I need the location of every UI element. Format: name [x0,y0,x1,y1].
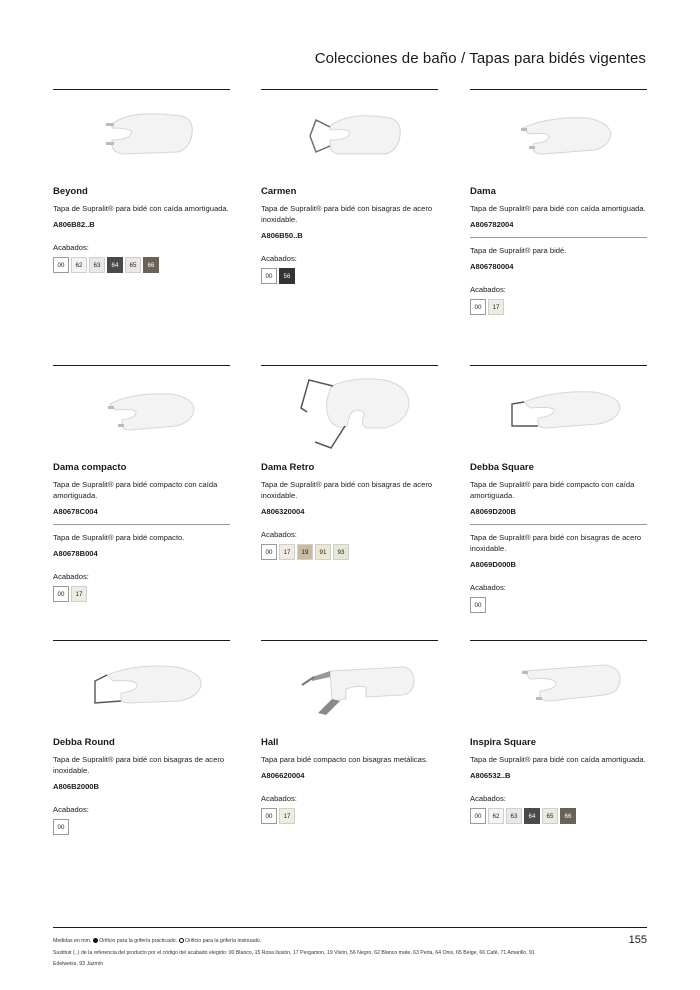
product-description: Tapa de Supralit® para bidé con caída amortiguada. [470,204,646,213]
page-number: 155 [628,934,647,946]
product-dama-compacto [53,365,230,602]
product-reference: A806B2000B [53,782,100,791]
footer-divider [53,927,647,928]
product-reference: A806320004 [261,507,305,516]
footer-line-3: Edelweiss, 93 Jazmín [53,961,104,967]
product-reference-2: A8069D000B [470,560,517,569]
product-description: Tapa de Supralit® para bidé con bisagras de acero inoxidable. [53,755,225,775]
footer-tap-hole-drilled: Orificio para la grifería practicado. [99,938,178,944]
finishes-label: Acabados: [470,794,506,803]
page-title: Colecciones de baño / Tapas para bidés vigentes [314,50,646,67]
product-image [261,647,438,727]
divider [53,524,230,525]
divider [470,524,647,525]
product-carmen [261,89,438,284]
product-image [261,372,438,452]
product-image [53,96,230,176]
product-dama-retro [261,365,438,560]
product-description: Tapa de Supralit® para bidé compacto con caída amortiguada. [470,480,635,500]
finish-swatch: 62 [488,808,504,824]
product-debba-square [470,365,647,613]
divider [261,640,438,641]
product-description: Tapa de Supralit® para bidé con caída amortiguada. [470,755,646,764]
finishes-label: Acabados: [261,254,297,263]
product-image [470,372,647,452]
finish-swatch: 17 [488,299,504,315]
finish-swatch: 64 [524,808,540,824]
finish-swatches [261,544,438,560]
finish-swatch: 65 [125,257,141,273]
product-name: Carmen [261,186,297,197]
finish-swatch: 00 [53,257,69,273]
divider [470,365,647,366]
finishes-label: Acabados: [470,285,506,294]
product-reference: A8069D200B [470,507,517,516]
product-reference: A806B50..B [261,231,303,240]
divider [470,89,647,90]
finishes-label: Acabados: [261,530,297,539]
finish-swatch: 64 [107,257,123,273]
product-inspira-square [470,640,647,824]
product-name: Beyond [53,186,88,197]
divider [53,640,230,641]
finishes-label: Acabados: [261,794,297,803]
finish-swatches [53,586,230,602]
finish-swatch: 00 [470,597,486,613]
product-description: Tapa de Supralit® para bidé con bisagras de acero inoxidable. [261,204,433,224]
product-name: Debba Square [470,462,534,473]
footer-notes [53,936,613,971]
product-image [470,96,647,176]
finishes-label: Acabados: [53,243,89,252]
product-description: Tapa para bidé compacto con bisagras metálicas. [261,755,428,764]
product-description-2: Tapa de Supralit® para bidé con bisagras de acero inoxidable. [470,533,642,553]
finish-swatch: 56 [279,268,295,284]
divider [261,365,438,366]
product-reference-2: A806780004 [470,262,514,271]
product-reference: A806532..B [470,771,511,780]
open-circle-icon [179,938,184,943]
finish-swatch: 93 [333,544,349,560]
finish-swatch: 17 [279,808,295,824]
finish-swatches [470,597,647,613]
divider [53,365,230,366]
footer-line-2: Sustituir (..) de la referencia del producto por el código del acabado elegido: 00 Blanco, 15 Rosa ilusión, 17 Pergamon, 19 Visón, 56 Negro, 62 Blanco mate, 63 Perla, 64 Onix, 65 Beige, 66 Café, 71 Amarillo, 91 [53,949,535,956]
finish-swatch: 00 [470,808,486,824]
finish-swatch: 66 [560,808,576,824]
finish-swatch: 65 [542,808,558,824]
finish-swatches [470,299,647,315]
product-name: Dama [470,186,496,197]
product-dama [470,89,647,315]
finish-swatch: 63 [89,257,105,273]
product-reference: A806782004 [470,220,514,229]
divider [261,89,438,90]
finish-swatches [470,808,647,824]
footer-measures: Medidas en mm. [53,938,92,944]
finish-swatch: 66 [143,257,159,273]
product-image [53,647,230,727]
product-reference-2: A80678B004 [53,549,98,558]
footer-tap-hole-marked: Orificio para la grifería insinuado. [185,938,262,944]
product-description: Tapa de Supralit® para bidé con caída amortiguada. [53,204,229,213]
product-name: Dama compacto [53,462,127,473]
product-name: Dama Retro [261,462,315,473]
product-name: Debba Round [53,737,115,748]
divider [470,640,647,641]
product-image [261,96,438,176]
product-beyond [53,89,230,273]
finish-swatch: 00 [53,819,69,835]
product-reference: A80678C004 [53,507,98,516]
product-name: Hall [261,737,279,748]
product-debba-round [53,640,230,835]
divider [470,237,647,238]
finish-swatch: 17 [71,586,87,602]
product-description: Tapa de Supralit® para bidé con bisagras de acero inoxidable. [261,480,433,500]
product-reference: A806620004 [261,771,305,780]
finishes-label: Acabados: [470,583,506,592]
finish-swatch: 19 [297,544,313,560]
product-image [53,372,230,452]
finish-swatch: 91 [315,544,331,560]
finish-swatch: 00 [261,268,277,284]
product-description-2: Tapa de Supralit® para bidé. [470,246,567,255]
finish-swatch: 63 [506,808,522,824]
finish-swatches [53,257,230,273]
product-description: Tapa de Supralit® para bidé compacto con caída amortiguada. [53,480,218,500]
finish-swatches [261,808,438,824]
finish-swatch: 62 [71,257,87,273]
product-hall [261,640,438,824]
finish-swatch: 00 [261,808,277,824]
finishes-label: Acabados: [53,805,89,814]
filled-circle-icon [93,938,98,943]
divider [53,89,230,90]
finish-swatch: 00 [53,586,69,602]
product-image [470,647,647,727]
product-reference: A806B82..B [53,220,95,229]
product-name: Inspira Square [470,737,536,748]
finish-swatches [261,268,438,284]
finish-swatch: 17 [279,544,295,560]
finishes-label: Acabados: [53,572,89,581]
finish-swatch: 00 [470,299,486,315]
footer-line-1 [53,936,613,948]
finish-swatch: 00 [261,544,277,560]
product-description-2: Tapa de Supralit® para bidé compacto. [53,533,185,542]
finish-swatches [53,819,230,835]
